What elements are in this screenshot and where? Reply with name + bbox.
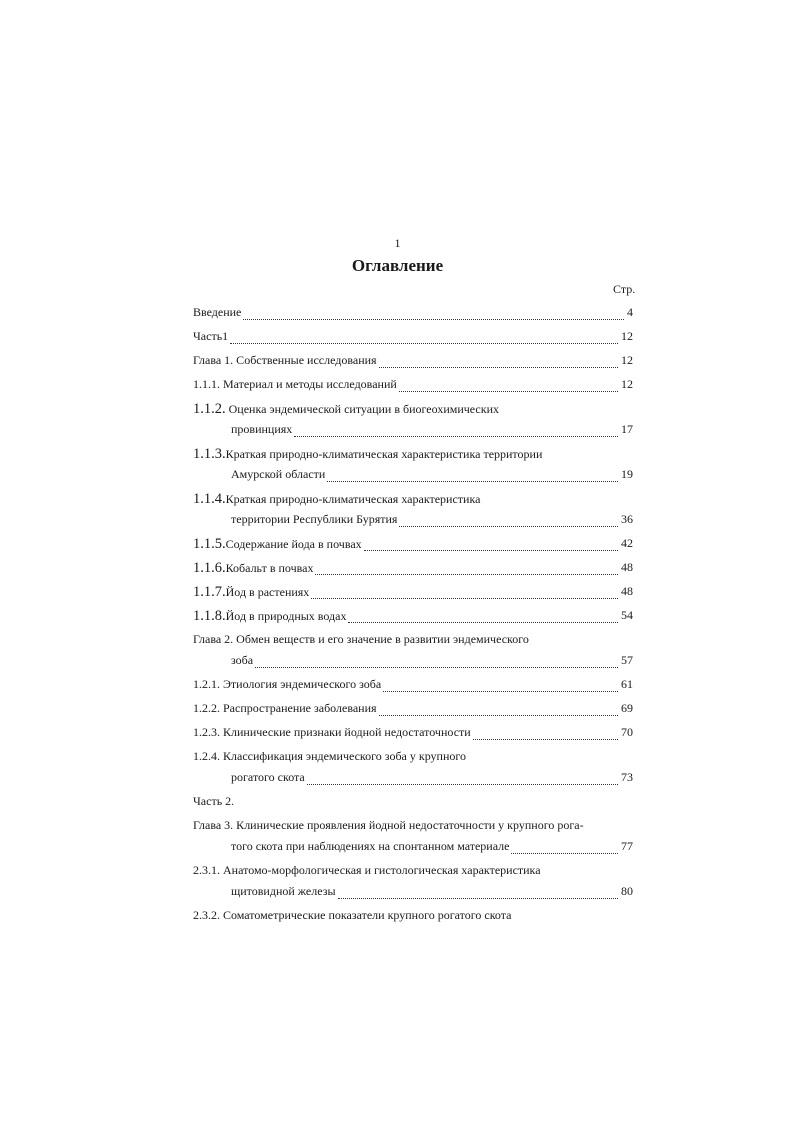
toc-entry-text: Йод в растениях — [225, 585, 310, 599]
toc-entry — [193, 401, 633, 422]
toc-entry-page: 12 — [621, 329, 633, 343]
toc-entry — [193, 353, 633, 374]
toc-entry-continuation — [193, 422, 633, 443]
dot-leader — [364, 550, 618, 551]
toc-entry-number: 1.1.7. — [193, 584, 226, 600]
toc-entry-text: 1.2.1. Этиология эндемического зоба — [193, 677, 382, 691]
dot-leader — [473, 739, 618, 740]
toc-entry-text: Кобальт в почвах — [225, 561, 314, 575]
toc-entry-page: 4 — [627, 305, 633, 319]
toc-entry-title — [193, 677, 381, 692]
toc-entry-page: 69 — [621, 701, 633, 715]
toc-entry-title — [193, 401, 499, 418]
toc-entry — [193, 677, 633, 698]
toc-entry — [193, 818, 633, 839]
toc-entry — [193, 794, 633, 815]
dot-leader — [307, 784, 618, 785]
toc-entry-number: 1.1.6. — [193, 560, 226, 576]
toc-entry-continuation — [193, 839, 633, 860]
page-title: Оглавление — [351, 256, 444, 275]
dot-leader — [255, 667, 618, 668]
toc-entry-text: Оценка эндемической ситуации в биогеохимических — [225, 402, 500, 416]
toc-entry-title — [193, 725, 471, 740]
toc-entry-title — [193, 701, 377, 716]
toc-entry-text: Йод в природных водах — [225, 609, 347, 623]
toc-entry-cont-text: территории Республики Бурятия — [231, 512, 398, 526]
toc-entry — [193, 305, 633, 326]
toc-entry-title — [193, 908, 511, 923]
toc-entry-title — [193, 536, 362, 553]
toc-entry-page: 48 — [621, 560, 633, 574]
toc-entry-page: 54 — [621, 608, 633, 622]
toc-entry — [193, 560, 633, 581]
toc-entry-page: 48 — [621, 584, 633, 598]
toc-entry-text: Краткая природно-климатическая характеристика территории — [225, 447, 543, 461]
toc-entry-text: Глава 2. Обмен веществ и его значение в развитии эндемического — [193, 632, 529, 646]
dot-leader — [338, 898, 618, 899]
dot-leader — [327, 481, 618, 482]
dot-leader — [383, 691, 618, 692]
page-column-header: Стр. — [613, 282, 636, 296]
toc-entry-title — [193, 863, 541, 878]
toc-entry-continuation — [193, 653, 633, 674]
toc-entry-text: 1.2.3. Клинические признаки йодной недостаточности — [193, 725, 471, 739]
toc-entry-number: 1.1.4. — [193, 491, 226, 507]
toc-entry-number: 1.1.8. — [193, 608, 226, 624]
toc-entry-title — [193, 560, 313, 577]
dot-leader — [379, 715, 618, 716]
toc-entry — [193, 446, 633, 467]
toc-entry-continuation — [193, 512, 633, 533]
toc-entry — [193, 725, 633, 746]
toc-entry-number: 1.1.5. — [193, 536, 226, 552]
toc-entry-page: 12 — [621, 353, 633, 367]
toc-entry — [193, 608, 633, 629]
toc-entry-cont-text: зоба — [231, 653, 254, 667]
dot-leader — [243, 319, 624, 320]
toc-entry-page: 70 — [621, 725, 633, 739]
toc-entry-title — [193, 794, 234, 809]
toc-entry-page: 73 — [621, 770, 633, 784]
toc-entry-cont-text: провинциях — [231, 422, 293, 436]
toc-entry-text: Краткая природно-климатическая характеристика — [225, 492, 481, 506]
toc-entry-continuation — [193, 770, 633, 791]
toc-entry-title — [193, 329, 228, 344]
toc-entry-continuation — [193, 467, 633, 488]
toc-entry-text: 2.3.1. Анатомо-морфологическая и гистологическая характеристика — [193, 863, 541, 877]
toc-entry — [193, 491, 633, 512]
toc-entry — [193, 749, 633, 770]
dot-leader — [348, 622, 618, 623]
toc-entry-page: 36 — [621, 512, 633, 526]
toc-entry-text: 1.2.4. Классификация эндемического зоба у крупного — [193, 749, 467, 763]
dot-leader — [399, 391, 618, 392]
toc-entry-title — [193, 608, 346, 625]
toc-entry-page: 12 — [621, 377, 633, 391]
toc-entry-title — [193, 353, 377, 368]
toc-entry-title — [193, 632, 529, 647]
toc-entry-page: 80 — [621, 884, 633, 898]
dot-leader — [230, 343, 618, 344]
toc-entry — [193, 536, 633, 557]
toc-entry-page: 19 — [621, 467, 633, 481]
dot-leader — [315, 574, 618, 575]
toc-entry — [193, 377, 633, 398]
toc-entry-text: 1.1.1. Материал и методы исследований — [193, 377, 397, 391]
toc-entry-cont-text: того скота при наблюдениях на спонтанном материале — [231, 839, 510, 853]
toc-entry — [193, 908, 633, 929]
toc-entry-title — [193, 491, 480, 508]
toc-entry-text: 2.3.2. Соматометрические показатели крупного рогатого скота — [193, 908, 512, 922]
toc-entry-text: Глава 3. Клинические проявления йодной недостаточности у крупного рога- — [193, 818, 584, 832]
toc-entry-text: Содержание йода в почвах — [225, 537, 362, 551]
toc-entry-title — [193, 749, 466, 764]
toc-entry-text: Глава 1. Собственные исследования — [193, 353, 377, 367]
toc-entry-page: 42 — [621, 536, 633, 550]
toc-entry-cont-text: щитовидной железы — [231, 884, 336, 898]
toc-entry-page: 57 — [621, 653, 633, 667]
dot-leader — [511, 853, 618, 854]
toc-entry — [193, 701, 633, 722]
toc-entry-continuation — [193, 884, 633, 905]
page-number: 1 — [394, 236, 401, 250]
toc-entry-title — [193, 305, 241, 320]
toc-entry — [193, 584, 633, 605]
toc-entry — [193, 863, 633, 884]
toc-entry-text: Часть1 — [193, 329, 229, 343]
toc-entry-title — [193, 818, 584, 833]
toc-entry-page: 61 — [621, 677, 633, 691]
dot-leader — [294, 436, 618, 437]
dot-leader — [379, 367, 618, 368]
toc-entry-page: 17 — [621, 422, 633, 436]
toc-entry-title — [193, 446, 542, 463]
dot-leader — [311, 598, 618, 599]
toc-entry — [193, 329, 633, 350]
toc-entry-page: 77 — [621, 839, 633, 853]
toc-entry — [193, 632, 633, 653]
toc-entry-text: Часть 2. — [193, 794, 235, 808]
toc-entry-text: 1.2.2. Распространение заболевания — [193, 701, 377, 715]
toc-entry-title — [193, 584, 309, 601]
toc-entry-text: Введение — [193, 305, 242, 319]
toc-entry-number: 1.1.2. — [193, 401, 226, 417]
toc-entry-cont-text: рогатого скота — [231, 770, 305, 784]
toc-entry-number: 1.1.3. — [193, 446, 226, 462]
dot-leader — [399, 526, 618, 527]
table-of-contents — [193, 305, 633, 929]
toc-entry-title — [193, 377, 397, 392]
toc-entry-cont-text: Амурской области — [231, 467, 326, 481]
